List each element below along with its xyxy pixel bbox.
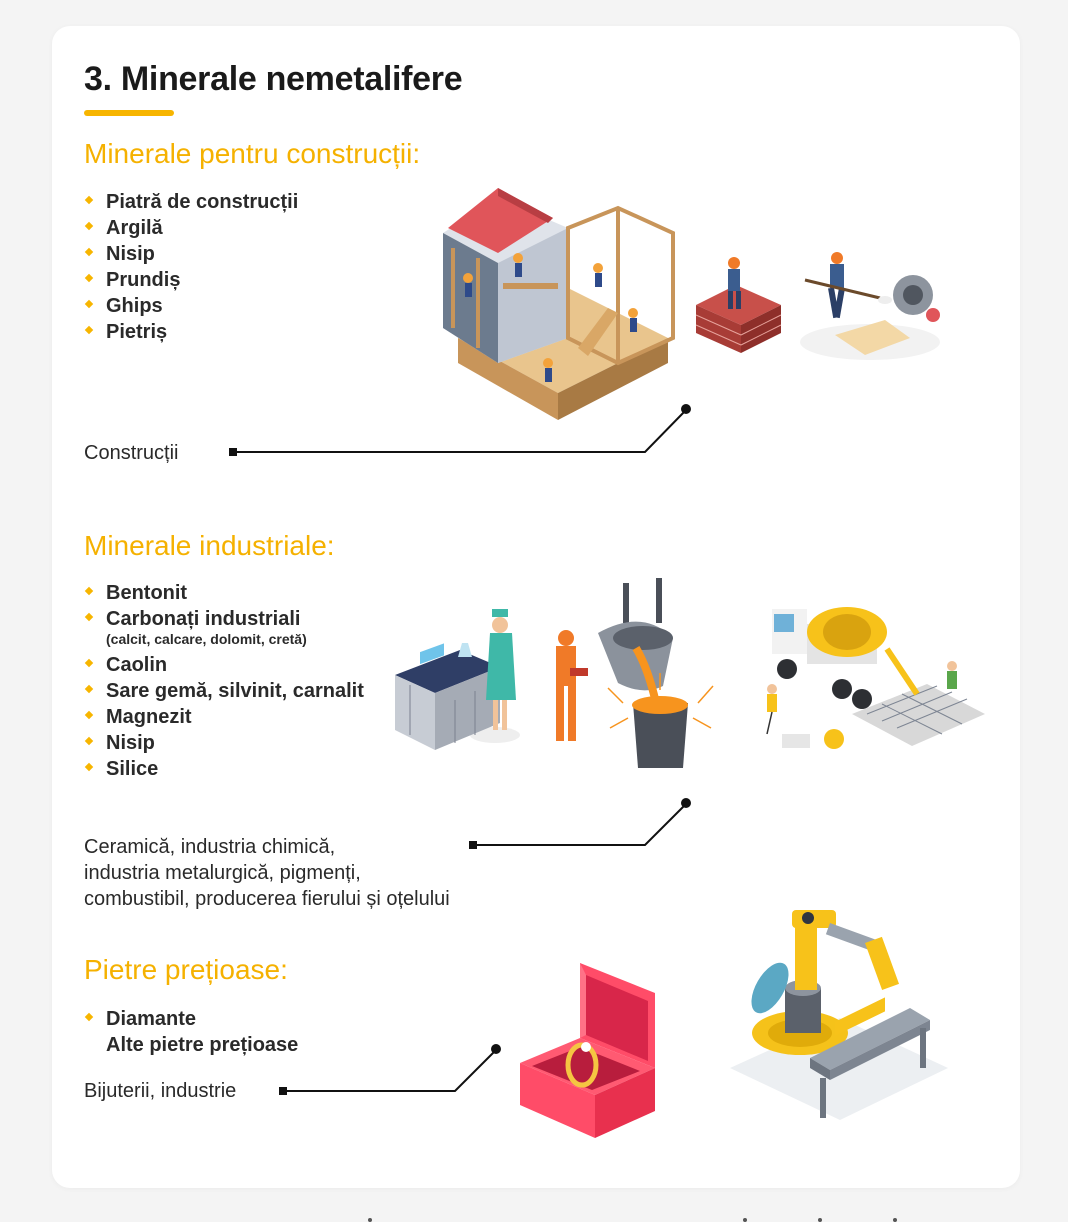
bullet-icon bbox=[85, 300, 93, 308]
usage-construction: Construcții bbox=[84, 442, 179, 464]
bullet-icon bbox=[85, 685, 93, 693]
list-item: Carbonați industriali (calcit, calcare, dolomit, cretă) bbox=[84, 606, 364, 646]
bullet-icon bbox=[85, 737, 93, 745]
usage-line: industria metalurgică, pigmenți, bbox=[84, 862, 361, 884]
bullet-icon bbox=[85, 1013, 93, 1021]
bullet-icon bbox=[85, 274, 93, 282]
industrial-robot-arm-icon bbox=[730, 908, 950, 1138]
usage-line: combustibil, producerea fierului și oțelului bbox=[84, 888, 450, 910]
construction-minerals-list bbox=[84, 189, 298, 345]
list-item: Argilă bbox=[84, 215, 298, 241]
bricklayer-icon bbox=[696, 255, 786, 355]
list-item: Diamante bbox=[84, 1006, 298, 1032]
usage-line: Ceramică, industria chimică, bbox=[84, 836, 336, 858]
list-item: Caolin bbox=[84, 652, 364, 678]
list-item: Magnezit bbox=[84, 704, 364, 730]
list-item: Nisip bbox=[84, 730, 364, 756]
steel-foundry-worker-icon bbox=[548, 578, 718, 773]
list-item: Bentonit bbox=[84, 580, 364, 606]
bullet-icon bbox=[85, 659, 93, 667]
list-item: Silice bbox=[84, 756, 364, 782]
section-heading-gems: Pietre prețioase: bbox=[84, 954, 288, 985]
list-item: Sare gemă, silvinit, carnalit bbox=[84, 678, 364, 704]
bullet-icon bbox=[85, 613, 93, 621]
usage-industrial bbox=[84, 834, 450, 912]
decorative-footer bbox=[0, 1214, 1068, 1222]
list-item: Pietriș bbox=[84, 319, 298, 345]
concrete-truck-icon bbox=[752, 594, 987, 769]
bullet-icon bbox=[85, 248, 93, 256]
gems-list bbox=[84, 1006, 298, 1058]
list-item: Alte pietre prețioase bbox=[106, 1034, 299, 1056]
cement-mixer-worker-icon bbox=[795, 250, 945, 362]
list-item: Ghips bbox=[84, 293, 298, 319]
list-item: Prundiș bbox=[84, 267, 298, 293]
bullet-icon bbox=[85, 763, 93, 771]
usage-gems: Bijuterii, industrie bbox=[84, 1080, 237, 1102]
bullet-icon bbox=[85, 196, 93, 204]
ring-box-icon bbox=[520, 963, 660, 1141]
bullet-icon bbox=[85, 326, 93, 334]
section-heading-industrial: Minerale industriale: bbox=[84, 530, 335, 561]
section-heading-construction: Minerale pentru construcții: bbox=[84, 138, 421, 169]
bullet-icon bbox=[85, 587, 93, 595]
list-item: Piatră de construcții bbox=[84, 189, 298, 215]
page-title: 3. Minerale nemetalifere bbox=[84, 60, 463, 98]
bullet-icon bbox=[85, 711, 93, 719]
list-item-subtext: (calcit, calcare, dolomit, cretă) bbox=[106, 631, 307, 647]
bullet-icon bbox=[85, 222, 93, 230]
industrial-minerals-list bbox=[84, 580, 364, 782]
title-underline bbox=[84, 110, 174, 116]
list-item: Nisip bbox=[84, 241, 298, 267]
laboratory-icon bbox=[390, 605, 525, 755]
house-construction-icon bbox=[438, 188, 678, 420]
